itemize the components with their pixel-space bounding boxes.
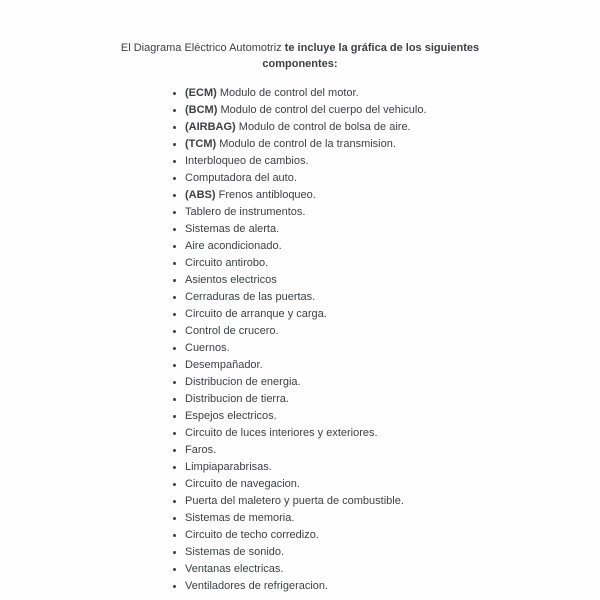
item-acronym: (ABS): [185, 189, 219, 201]
item-text: Modulo de control del motor.: [219, 87, 359, 99]
item-text: Limpiaparabrisas.: [185, 461, 272, 473]
list-item: [172, 561, 600, 578]
list-item: [172, 442, 600, 459]
item-text: Tablero de instrumentos.: [185, 206, 306, 218]
item-text: Circuito de luces interiores y exteriores.: [185, 427, 378, 439]
item-text: Computadora del auto.: [185, 172, 297, 184]
list-item: [172, 119, 600, 136]
item-text: Distribucion de energia.: [185, 376, 301, 388]
item-text: Interbloqueo de cambios.: [185, 155, 309, 167]
item-text: Circuito de techo corredizo.: [185, 529, 319, 541]
page-title: [110, 40, 490, 72]
item-acronym: (TCM): [185, 138, 220, 150]
list-item: [172, 221, 600, 238]
item-text: Circuito antirobo.: [185, 257, 269, 269]
list-item: [172, 544, 600, 561]
list-item: [172, 323, 600, 340]
title-bold-text: te incluye la gráfica de los siguientes componentes:: [262, 42, 480, 70]
list-item: [172, 187, 600, 204]
list-item: [172, 153, 600, 170]
item-text: Aire acondicionado.: [185, 240, 282, 252]
list-item: [172, 510, 600, 527]
item-text: Faros.: [185, 444, 217, 456]
list-item: [172, 136, 600, 153]
list-item: [172, 476, 600, 493]
title-regular-text: El Diagrama Eléctrico Automotriz: [120, 42, 282, 54]
item-text: Cerraduras de las puertas.: [185, 291, 316, 303]
list-item: [172, 527, 600, 544]
list-item: [172, 391, 600, 408]
item-text: Ventiladores de refrigeracion.: [185, 580, 329, 592]
item-text: Circuito de navegacion.: [185, 478, 300, 490]
item-text: Espejos electricos.: [185, 410, 277, 422]
list-item: [172, 340, 600, 357]
list-item: [172, 255, 600, 272]
item-text: Modulo de control de bolsa de aire.: [238, 121, 411, 133]
list-item: [172, 272, 600, 289]
item-acronym: (ECM): [185, 87, 220, 99]
item-text: Sistemas de alerta.: [185, 223, 280, 235]
item-text: Desempañador.: [185, 359, 263, 371]
list-item: [172, 238, 600, 255]
item-text: Asientos electricos: [185, 274, 277, 286]
item-text: Puerta del maletero y puerta de combustible.: [185, 495, 404, 507]
list-item: [172, 357, 600, 374]
item-text: Ventanas electricas.: [185, 563, 284, 575]
item-text: Cuernos.: [185, 342, 230, 354]
list-item: [172, 204, 600, 221]
list-item: [172, 425, 600, 442]
item-text: Frenos antibloqueo.: [218, 189, 316, 201]
list-item: [172, 408, 600, 425]
list-item: [172, 102, 600, 119]
item-text: Modulo de control del cuerpo del vehiculo.: [220, 104, 427, 116]
item-text: Sistemas de memoria.: [185, 512, 295, 524]
list-item: [172, 459, 600, 476]
item-acronym: (AIRBAG): [185, 121, 239, 133]
item-acronym: (BCM): [185, 104, 221, 116]
list-item: [172, 85, 600, 102]
list-item: [172, 374, 600, 391]
list-item: [172, 306, 600, 323]
list-item: [172, 578, 600, 595]
list-item: [172, 289, 600, 306]
component-list: [172, 85, 600, 595]
list-item: [172, 170, 600, 187]
item-text: Control de crucero.: [185, 325, 279, 337]
list-item: [172, 493, 600, 510]
item-text: Circuito de arranque y carga.: [185, 308, 327, 320]
item-text: Distribucion de tierra.: [185, 393, 289, 405]
item-text: Modulo de control de la transmision.: [219, 138, 396, 150]
item-text: Sistemas de sonido.: [185, 546, 285, 558]
